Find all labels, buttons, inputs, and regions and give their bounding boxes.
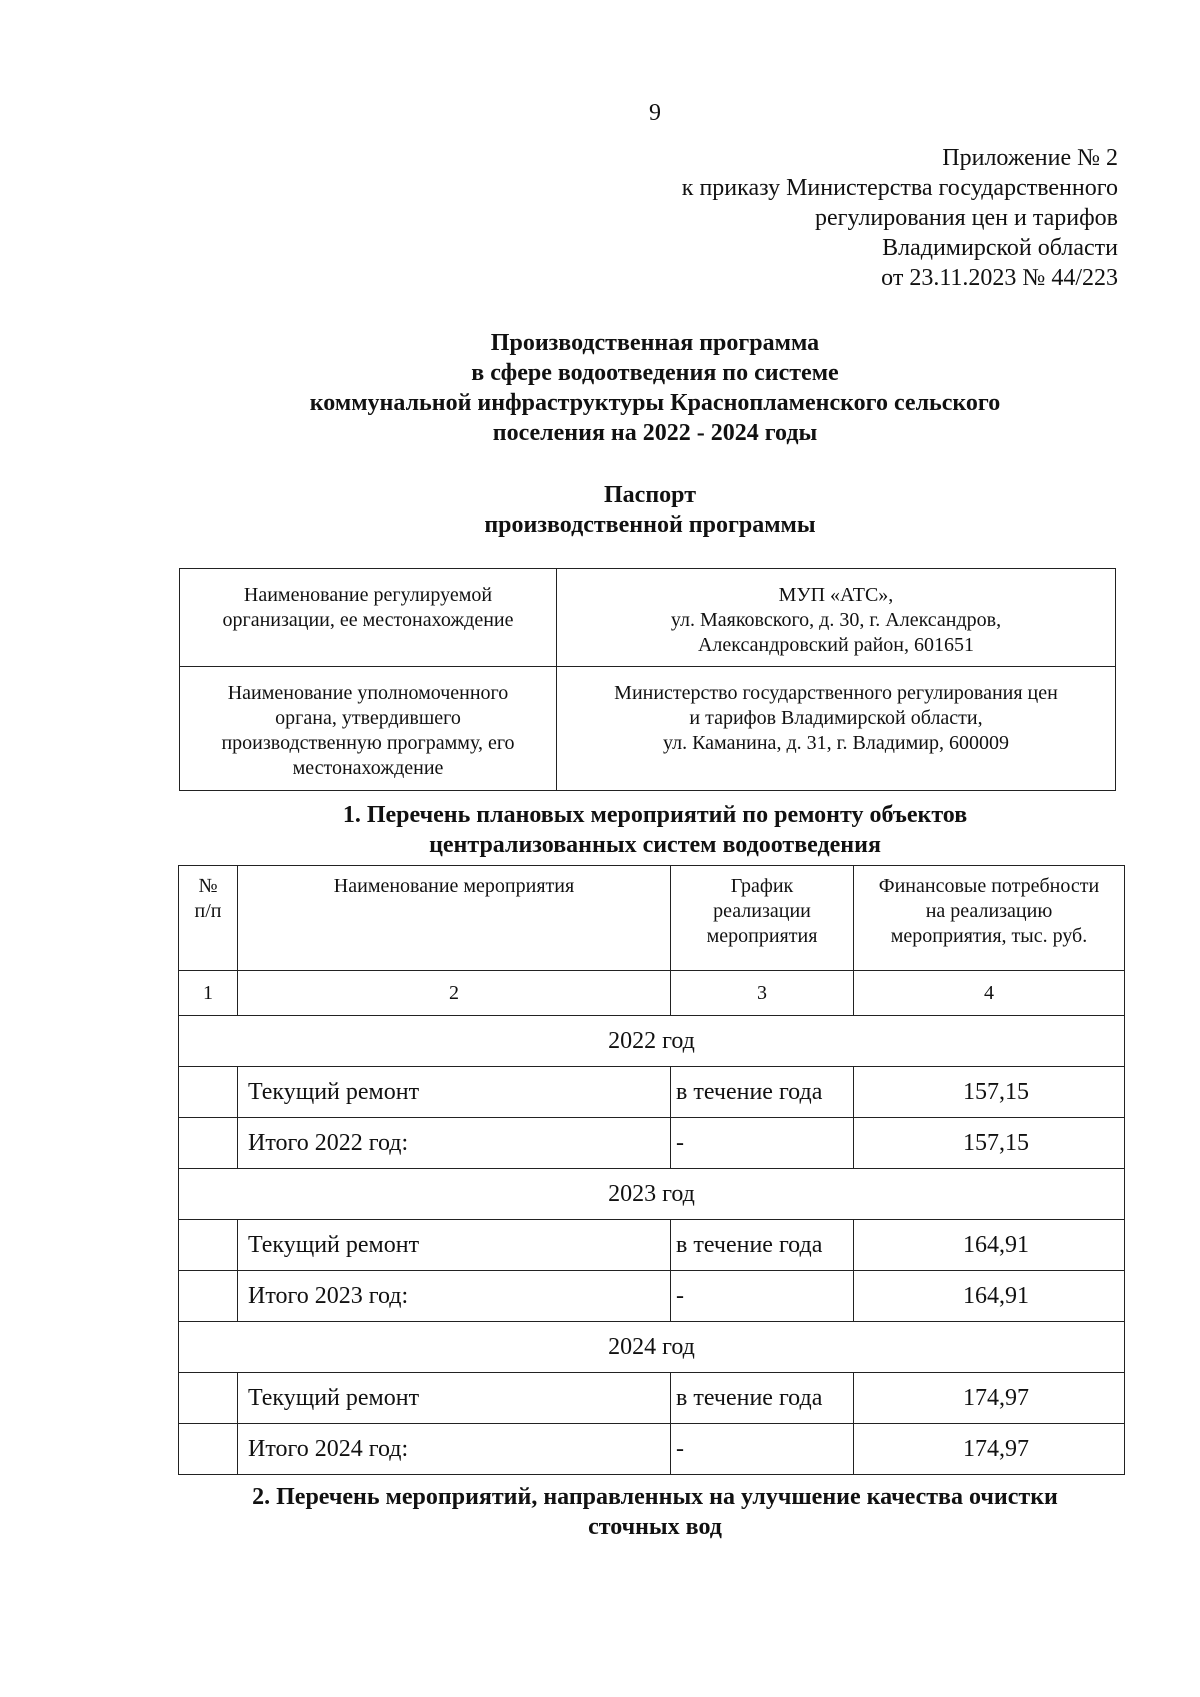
row-name: Текущий ремонт: [238, 1373, 671, 1424]
cell-line: Наименование мероприятия: [333, 875, 575, 897]
events-table: [178, 865, 1125, 1475]
column-number: 1: [179, 971, 238, 1016]
cell-line: реализации: [713, 900, 811, 922]
row-schedule: в течение года: [671, 1373, 854, 1424]
appendix-line: регулирования цен и тарифов: [815, 205, 1118, 231]
passport-row: [180, 667, 1116, 791]
cell-line: организации, ее местонахождение: [222, 609, 514, 631]
table-row: [179, 1373, 1125, 1424]
row-amount: 174,97: [854, 1373, 1125, 1424]
document-title: [0, 328, 1200, 448]
table-row: [179, 1220, 1125, 1271]
year-row: [179, 1016, 1125, 1067]
row-amount: 174,97: [854, 1424, 1125, 1475]
row-num: [179, 1424, 238, 1475]
passport-title: [0, 480, 1200, 540]
row-schedule: -: [671, 1118, 854, 1169]
cell-line: №: [198, 875, 218, 897]
row-name: Итого 2023 год:: [238, 1271, 671, 1322]
cell-line: ул. Каманина, д. 31, г. Владимир, 600009: [663, 732, 1009, 754]
cell-line: на реализацию: [925, 900, 1053, 922]
section1-title: [0, 800, 1200, 860]
title-line: коммунальной инфраструктуры Краснопламенского сельского: [309, 390, 1001, 416]
page-number: 9: [649, 100, 661, 126]
column-number: 4: [854, 971, 1125, 1016]
cell-line: и тарифов Владимирской области,: [689, 707, 983, 729]
row-name: Текущий ремонт: [238, 1067, 671, 1118]
year-label: 2023 год: [179, 1169, 1125, 1220]
title-line: Производственная программа: [490, 330, 820, 356]
cell-line: Финансовые потребности: [878, 875, 1100, 897]
appendix-line: Владимирской области: [882, 235, 1118, 261]
row-num: [179, 1067, 238, 1118]
cell-line: производственную программу, его: [221, 732, 515, 754]
cell-line: Министерство государственного регулирования цен: [614, 682, 1058, 704]
row-schedule: в течение года: [671, 1067, 854, 1118]
row-schedule: -: [671, 1424, 854, 1475]
column-number: 2: [238, 971, 671, 1016]
year-row: [179, 1169, 1125, 1220]
passport-label-cell: [180, 667, 557, 791]
cell-line: Александровский район, 601651: [697, 634, 974, 656]
cell-line: мероприятия, тыс. руб.: [890, 925, 1088, 947]
table-row: [179, 1067, 1125, 1118]
row-num: [179, 1271, 238, 1322]
year-row: [179, 1322, 1125, 1373]
row-amount: 164,91: [854, 1220, 1125, 1271]
cell-line: График: [730, 875, 794, 897]
title-line: поселения на 2022 - 2024 годы: [492, 420, 818, 446]
row-schedule: -: [671, 1271, 854, 1322]
header-finance: [854, 866, 1125, 971]
year-label: 2024 год: [179, 1322, 1125, 1373]
section-title-line: централизованных систем водоотведения: [429, 832, 881, 858]
row-num: [179, 1373, 238, 1424]
cell-line: ул. Маяковского, д. 30, г. Александров,: [670, 609, 1002, 631]
row-num: [179, 1220, 238, 1271]
cell-line: Наименование регулируемой: [243, 584, 493, 606]
section-title-line: 2. Перечень мероприятий, направленных на улучшение качества очистки: [252, 1484, 1058, 1510]
year-label: 2022 год: [179, 1016, 1125, 1067]
passport-value-cell: [557, 569, 1116, 667]
table-header-row: [179, 866, 1125, 971]
cell-line: местонахождение: [292, 757, 444, 779]
header-schedule: [671, 866, 854, 971]
header-name: [238, 866, 671, 971]
row-num: [179, 1118, 238, 1169]
column-number: 3: [671, 971, 854, 1016]
passport-title-line: производственной программы: [484, 512, 816, 538]
passport-label-cell: [180, 569, 557, 667]
cell-line: Наименование уполномоченного: [227, 682, 509, 704]
row-amount: 164,91: [854, 1271, 1125, 1322]
cell-line: мероприятия: [706, 925, 818, 947]
section-title-line: 1. Перечень плановых мероприятий по ремонту объектов: [342, 802, 968, 828]
passport-row: [180, 569, 1116, 667]
section2-title: [0, 1482, 1200, 1542]
header-num: [179, 866, 238, 971]
passport-table: [179, 568, 1116, 791]
cell-line: п/п: [194, 900, 222, 922]
row-name: Итого 2022 год:: [238, 1118, 671, 1169]
title-line: в сфере водоотведения по системе: [471, 360, 839, 386]
appendix-line: к приказу Министерства государственного: [681, 175, 1118, 201]
cell-line: органа, утвердившего: [275, 707, 461, 729]
row-schedule: в течение года: [671, 1220, 854, 1271]
passport-title-line: Паспорт: [604, 482, 696, 508]
row-amount: 157,15: [854, 1118, 1125, 1169]
table-row: [179, 1118, 1125, 1169]
passport-value-cell: [557, 667, 1116, 791]
appendix-line: Приложение № 2: [942, 145, 1118, 171]
appendix-line: от 23.11.2023 № 44/223: [881, 265, 1118, 291]
appendix-block: [682, 143, 1118, 293]
cell-line: МУП «АТС»,: [778, 584, 894, 606]
section-title-line: сточных вод: [588, 1514, 722, 1540]
table-row: [179, 1424, 1125, 1475]
row-amount: 157,15: [854, 1067, 1125, 1118]
row-name: Текущий ремонт: [238, 1220, 671, 1271]
column-number-row: [179, 971, 1125, 1016]
row-name: Итого 2024 год:: [238, 1424, 671, 1475]
table-row: [179, 1271, 1125, 1322]
